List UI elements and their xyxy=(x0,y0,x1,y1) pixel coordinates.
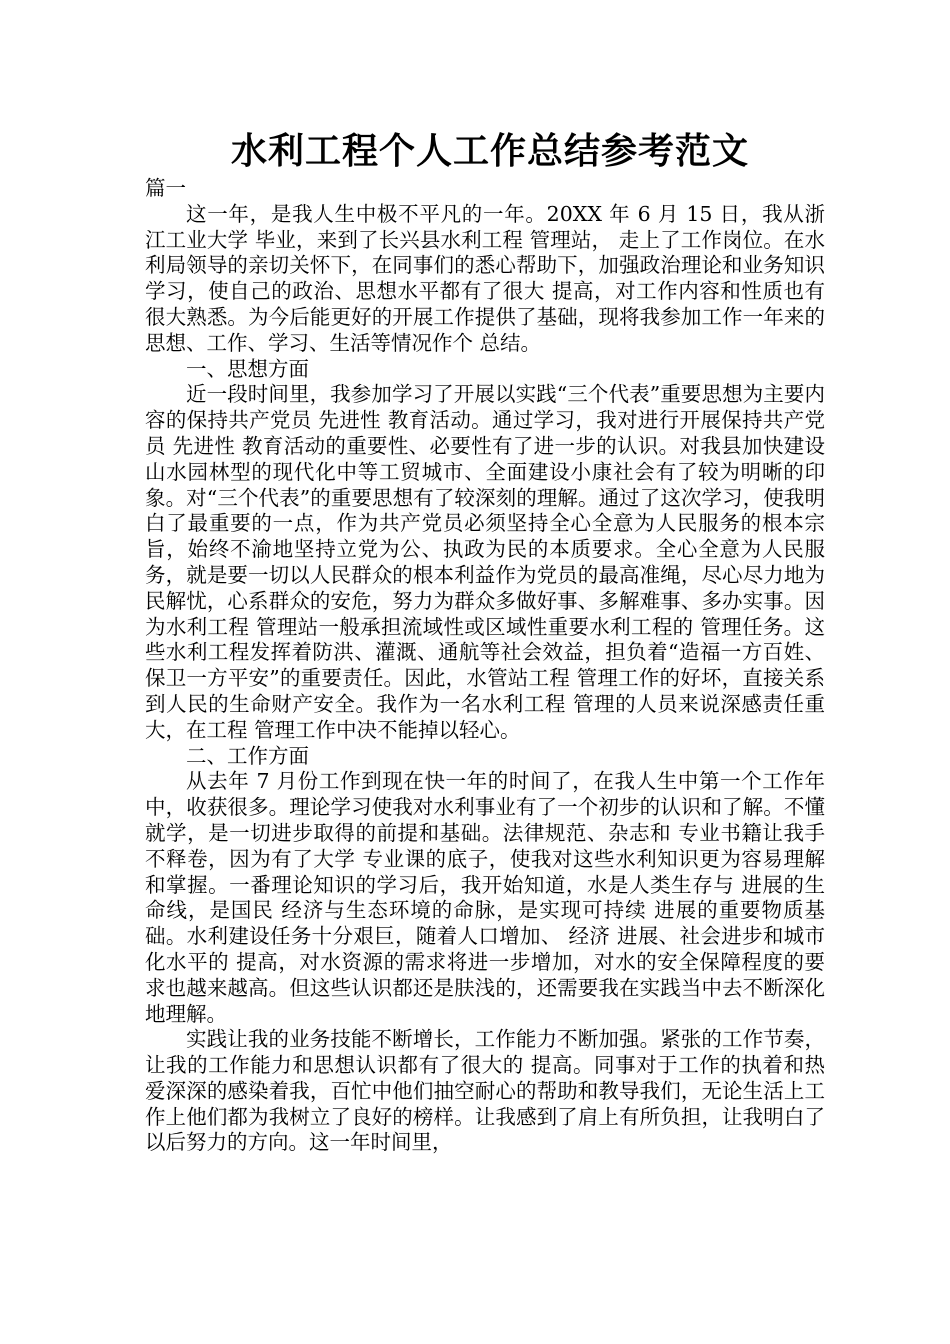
heading-thought: 一、思想方面 xyxy=(186,356,309,381)
document-page xyxy=(145,128,825,1156)
heading-work: 二、工作方面 xyxy=(186,743,309,768)
paragraph-intro: 这一年，是我人生中极不平凡的一年。20XX 年 6 月 15 日，我从浙江工业大学 毕业，来到了长兴县水利工程 管理站， 走上了工作岗位。在水利局领导的亲切关怀下，在同事们的悉心帮助下，加强政治理论和业务知识学习，使自己的政治、思想水平都有了很大 提高，对工作内容和性质也有很大熟悉。为今后能更好的开展工作提供了基础，现将我参加工作一年来的思想、工作、学习、生活等情况作个 总结。 xyxy=(145,201,825,355)
paragraph-thought: 近一段时间里，我参加学习了开展以实践“三个代表”重要思想为主要内容的保持共产党员 先进性 教育活动。通过学习，我对进行开展保持共产党员 先进性 教育活动的重要性、必要性有了进一步的认识。对我县加快建设山水园林型的现代化中等工贸城市、全面建设小康社会有了较为明晰的印象。对“三个代表”的重要思想有了较深刻的理解。通过了这次学习，使我明白了最重要的一点，作为共产党员必须坚持全心全意为人民服务的根本宗旨，始终不渝地坚持立党为公、执政为民的本质要求。全心全意为人民服务，就是要一切以人民群众的根本利益作为党员的最高准绳，尽心尽力地为民解忧，心系群众的安危，努力为群众多做好事、多解难事、多办实事。因为水利工程 管理站一般承担流域性或区域性重要水利工程的 管理任务。这些水利工程发挥着防洪、灌溉、通航等社会效益，担负着“造福一方百姓、保卫一方平安”的重要责任。因此，水管站工程 管理工作的好坏，直接关系到人民的生命财产安全。我作为一名水利工程 管理的人员来说深感责任重大，在工程 管理工作中决不能掉以轻心。 xyxy=(145,382,825,742)
section-label: 篇一 xyxy=(145,176,186,200)
paragraph-work-1: 从去年 7 月份工作到现在快一年的时间了，在我人生中第一个工作年中，收获很多。理论学习使我对水利事业有了一个初步的认识和了解。不懂就学，是一切进步取得的前提和基础。法律规范、杂志和 专业书籍让我手不释卷，因为有了大学 专业课的底子，使我对这些水利知识更为容易理解和掌握。一番理论知识的学习后，我开始知道，水是人类生存与 进展的生命线，是国民 经济与生态环境的命脉，是实现可持续 进展的重要物质基础。水利建设任务十分艰巨，随着人口增加、 经济 进展、社会进步和城市化水平的 提高，对水资源的需求将进一步增加，对水的安全保障程度的要求也越来越高。但这些认识都还是肤浅的，还需要我在实践当中去不断深化地理解。 xyxy=(145,769,825,1026)
document-title: 水利工程个人工作总结参考范文 xyxy=(230,131,749,172)
paragraph-work-2: 实践让我的业务技能不断增长，工作能力不断加强。紧张的工作节奏，让我的工作能力和思想认识都有了很大的 提高。同事对于工作的执着和热爱深深的感染着我，百忙中他们抽空耐心的帮助和教导我们，无论生活上工作上他们都为我树立了良好的榜样。让我感到了肩上有所负担，让我明白了以后努力的方向。这一年时间里， xyxy=(145,1027,825,1155)
document-body xyxy=(145,176,825,1156)
